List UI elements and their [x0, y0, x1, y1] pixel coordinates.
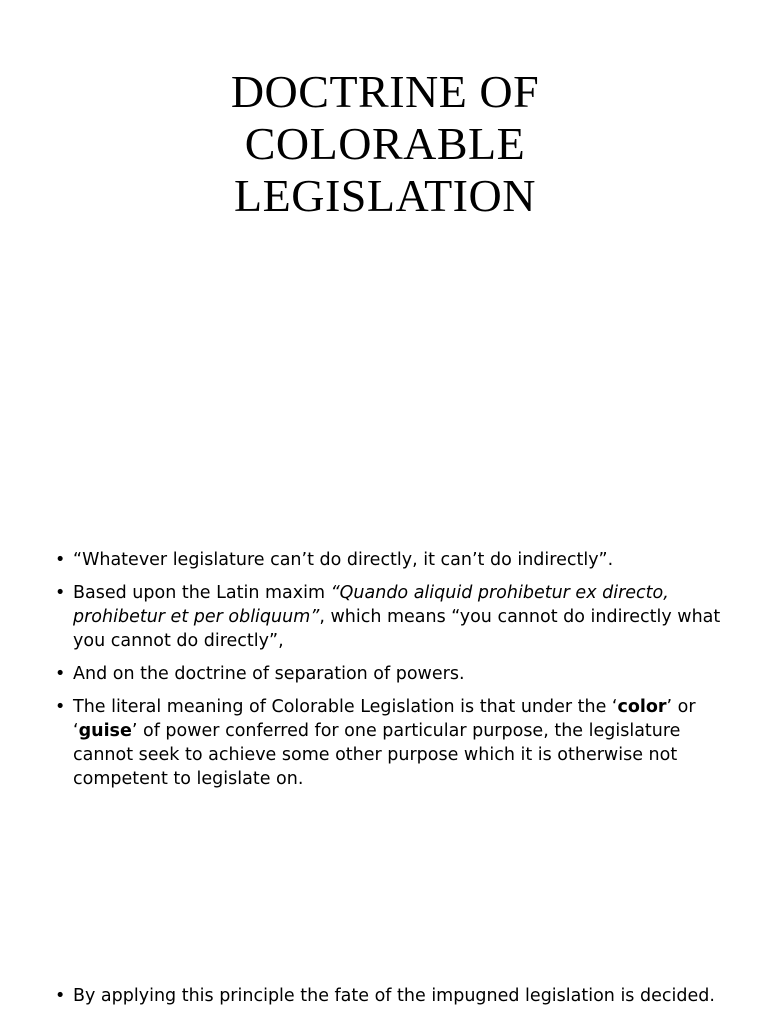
bullet-icon: • — [55, 583, 66, 603]
bullet-list-lower — [52, 984, 722, 1008]
bullet-text-plain: , which means “you cannot do indirectly what you cannot do directly”, — [73, 607, 721, 651]
slide-title — [190, 66, 580, 222]
bullet-item — [52, 662, 722, 686]
bullet-text — [73, 697, 696, 789]
bullet-icon: • — [55, 986, 66, 1006]
bullet-text-plain: The literal meaning of Colorable Legislation is that under the ‘ — [73, 697, 618, 717]
bullet-list — [52, 548, 722, 800]
bullet-text: And on the doctrine of separation of powers. — [73, 664, 465, 684]
bullet-icon: • — [55, 550, 66, 570]
bullet-icon: • — [55, 697, 66, 717]
latin-maxim: “Quando aliquid prohibetur ex directo, prohibetur et per obliquum” — [73, 583, 669, 627]
title-line: LEGISLATION — [234, 170, 536, 221]
bullet-icon: • — [55, 664, 66, 684]
bullet-text-plain: ’ or ‘ — [73, 697, 696, 741]
bullet-text: “Whatever legislature can’t do directly, it can’t do indirectly”. — [73, 550, 614, 570]
bullet-item — [52, 548, 722, 572]
bullet-text — [73, 583, 720, 651]
emphasis-color: color — [617, 697, 667, 717]
emphasis-guise: guise — [78, 721, 132, 741]
bullet-item — [52, 581, 722, 653]
bullet-text-plain: Based upon the Latin maxim — [73, 583, 331, 603]
bullet-item — [52, 984, 722, 1008]
bullet-text: By applying this principle the fate of the impugned legislation is decided. — [73, 986, 715, 1006]
bullet-text-plain: ’ of power conferred for one particular purpose, the legislature cannot seek to achieve some other purpose which it is otherwise not competent to legislate on. — [73, 721, 681, 789]
title-line: COLORABLE — [244, 118, 526, 169]
bullet-item — [52, 695, 722, 791]
title-line: DOCTRINE OF — [230, 66, 540, 117]
